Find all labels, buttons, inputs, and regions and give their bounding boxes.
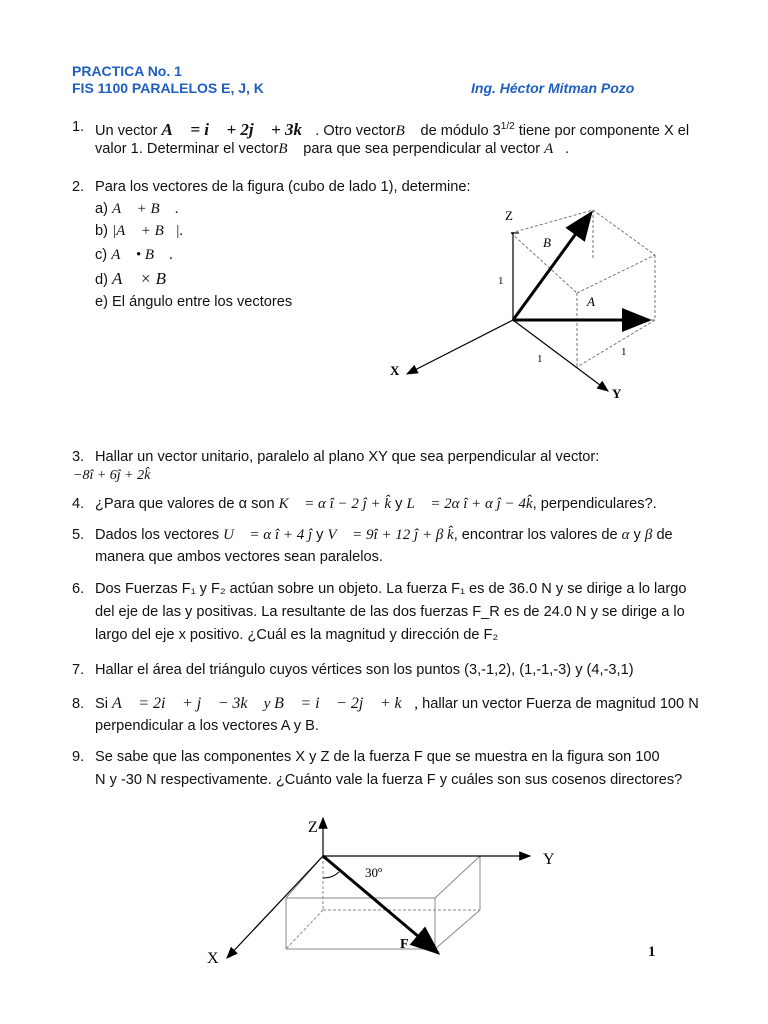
x-label: X (207, 950, 219, 967)
q5-alpha: α (621, 527, 630, 543)
question-9 (72, 746, 720, 790)
practice-title: PRACTICA No. 1 (72, 63, 182, 79)
q1-text-a: Un vector (95, 122, 158, 139)
item-label: b) (95, 223, 108, 239)
question-number: 5. (72, 527, 85, 543)
item-label: c) (95, 247, 108, 263)
question-number: 1. (72, 119, 85, 135)
q3-text: Hallar un vector unitario, paralelo al plano XY que sea perpendicular al vector: (95, 449, 600, 465)
question-3 (72, 446, 720, 490)
question-6 (72, 578, 720, 644)
q1-text-d: tiene por componente X el (514, 122, 690, 139)
q5-beta: β (644, 527, 653, 543)
course-title: FIS 1100 PARALELOS E, J, K (72, 80, 264, 96)
q8-text-a: Si (95, 696, 113, 712)
q6-line2: del eje de las y positivas. La resultante de las dos fuerzas F_R es de 24.0 N y se dirige a lo (95, 604, 685, 620)
q5-text-y2: y (629, 527, 645, 543)
q8-text-b: hallar un vector Fuerza de magnitud 100 N (418, 696, 699, 712)
item-expr: A⃗ × B⃗ (112, 269, 180, 288)
question-number: 2. (72, 179, 85, 195)
q5-vector-u: U⃗ = α î + 4 ĵ (223, 527, 313, 543)
q9-line1: Se sabe que las componentes X y Z de la fuerza F que se muestra en la figura son 100 (95, 749, 660, 765)
q4-text-a: ¿Para que valores de α son (95, 496, 279, 512)
q4-vector-k: K⃗ = α î − 2 ĵ + k̂ (278, 496, 392, 512)
q4-vector-l: L⃗ = 2α î + α ĵ − 4k̂ (406, 496, 533, 512)
x-label: X (390, 363, 400, 378)
y-label: Y (543, 851, 555, 868)
z-label: Z (308, 819, 318, 836)
q1-line2-c: . (565, 141, 570, 157)
item-label: e) (95, 294, 108, 310)
q2-item-a (95, 198, 179, 220)
q1-text-c: de módulo 3 (416, 122, 501, 139)
q1-exponent: 1/2 (500, 121, 515, 132)
q8-vector-b: B⃗ = i⃗ − 2j⃗ + k⃗, (274, 695, 419, 712)
question-number: 8. (72, 696, 85, 712)
q5-text-y: y (312, 527, 328, 543)
item-expr: |A⃗ + B⃗|. (112, 223, 184, 239)
vector-b-label: B⃗ (543, 235, 562, 250)
q5-vector-v: V⃗ = 9î + 12 ĵ + β k̂ (327, 527, 454, 543)
question-7 (72, 659, 720, 681)
question-5 (72, 524, 720, 568)
x-axis (227, 856, 323, 958)
z-label: Z (505, 208, 513, 223)
q2-text: Para los vectores de la figura (cubo de lado 1), determine: (95, 179, 471, 195)
question-2 (72, 176, 720, 198)
side-length-label: 1 (621, 346, 627, 358)
q5-text-a: Dados los vectores (95, 527, 224, 543)
q4-text-y: y (391, 496, 407, 512)
author-name: Ing. Héctor Mitman Pozo (471, 80, 635, 96)
q8-line2: perpendicular a los vectores A y B. (95, 718, 319, 734)
q6-line3: largo del eje x positivo. ¿Cuál es la magnitud y dirección de F₂ (95, 627, 499, 643)
q1-line2-vector-a: A⃗ (544, 141, 566, 157)
q1-text-b: . Otro vector (315, 122, 396, 139)
angle-label: 30º (365, 865, 383, 880)
force-label: F (400, 937, 409, 952)
cube-figure (380, 200, 680, 410)
question-4 (72, 493, 720, 515)
q3-vector: −8î + 6ĵ + 2k̂ (73, 468, 151, 483)
question-number: 3. (72, 449, 85, 465)
q5-text-c: de (652, 527, 673, 543)
question-1 (72, 116, 720, 162)
q5-line2: manera que ambos vectores sean paralelos. (95, 549, 383, 565)
q1-line2-a: valor 1. Determinar el vector (95, 141, 279, 157)
item-expr: A⃗ • B⃗ . (111, 247, 174, 263)
item-label: a) (95, 201, 108, 217)
question-number: 9. (72, 749, 85, 765)
q5-text-b: , encontrar los valores de (453, 527, 622, 543)
question-8 (72, 693, 720, 737)
vector-b-arrow (513, 213, 591, 320)
item-expr: A⃗ + B⃗ . (112, 201, 179, 217)
q2-item-b (95, 220, 183, 242)
page-number: 1 (648, 944, 656, 960)
q2-item-d (95, 268, 179, 291)
q9-line2: N y -30 N respectivamente. ¿Cuánto vale la fuerza F y cuáles son sus cosenos directores? (95, 772, 683, 788)
question-number: 6. (72, 581, 85, 597)
cube-edges (511, 210, 655, 367)
side-length-label: 1 (537, 353, 543, 365)
item-label: d) (95, 272, 108, 288)
q1-vector-b: B⃗ (395, 122, 417, 139)
y-label: Y (612, 386, 622, 401)
q7-text: Hallar el área del triángulo cuyos vértices son los puntos (3,-1,2), (1,-1,-3) y (4,-3,1) (95, 662, 634, 678)
question-number: 7. (72, 662, 85, 678)
box-edges (286, 856, 480, 949)
q1-line2-b: para que sea perpendicular al vector (299, 141, 545, 157)
vector-a-label: A⃗ (587, 294, 606, 309)
force-figure (190, 808, 580, 973)
q2-item-e (95, 291, 292, 313)
q6-line1: Dos Fuerzas F₁ y F₂ actúan sobre un objeto. La fuerza F₁ es de 36.0 N y se dirige a lo largo (95, 581, 687, 597)
q8-vector-a: A⃗ = 2i⃗ + j⃗ − 3k⃗ (112, 695, 260, 712)
q1-vector-a: A⃗ = i⃗ + 2j⃗ + 3k⃗ (161, 119, 316, 139)
y-axis (513, 320, 608, 391)
q2-item-c (95, 244, 173, 266)
angle-arc (323, 872, 339, 878)
item-expr: El ángulo entre los vectores (112, 294, 293, 310)
side-length-label: 1 (498, 275, 504, 287)
q1-line2-vector-b: B⃗ (278, 141, 300, 157)
q8-text-y: y (259, 696, 275, 712)
x-axis (407, 320, 513, 374)
q4-text-b: , perpendiculares?. (532, 496, 657, 512)
question-number: 4. (72, 496, 85, 512)
